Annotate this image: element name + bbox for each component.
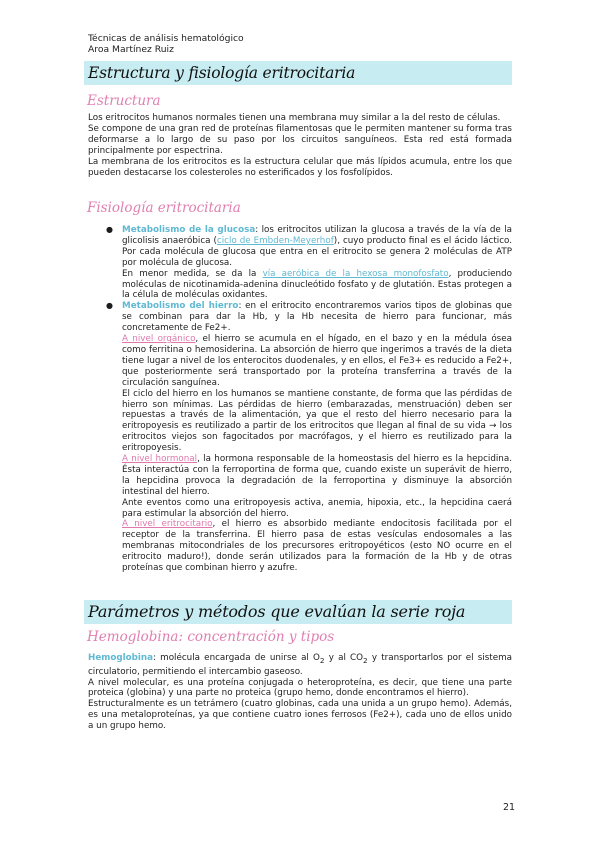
subheading-fisiologia: Fisiología eritrocitaria: [87, 200, 241, 216]
link-hexosa-monofosfato[interactable]: vía aeróbica de la hexosa monofosfato: [262, 268, 449, 279]
link-nivel-eritrocitario[interactable]: A nivel eritrocitario: [122, 519, 213, 530]
subheading-hemoglobina: Hemoglobina: concentración y tipos: [87, 629, 335, 645]
fisiologia-bullet-list: [106, 225, 512, 574]
estructura-text: [88, 113, 512, 178]
list-item: ● Metabolismo de la glucosa: los eritrocitos utilizan la glucosa a través de la vía de la glicolisis anaeróbica (ciclo de Embden-Meyerhof), cuyo producto final es el ácido láctico. Por cada molécula de glucosa que entra en el eritrocito se genera 2 moléculas de ATP por molécula de glucosa. En menor medida, se da la vía aeróbica de la hexosa monofosfato, produciendo moléculas de nicotinamida-adenina dinucleótido fosfato y de glutatión. Estas protegen a la célula de moléculas oxidantes.: [106, 225, 512, 301]
section-title-banner: Parámetros y métodos que evalúan la serie roja: [84, 600, 512, 624]
paragraph: Se compone de una gran red de proteínas filamentosas que le permiten mantener su forma tras deformarse a lo largo de su paso por los circuitos sanguíneos. Esta red está formada principalmente por espectrina.: [88, 123, 512, 156]
term-highlight: Metabolismo de la glucosa: [122, 225, 256, 235]
page-number: 21: [503, 802, 516, 813]
section-title-banner: Estructura y fisiología eritrocitaria: [84, 61, 512, 85]
term-highlight: Hemoglobina: [88, 653, 154, 663]
subheading-estructura: Estructura: [87, 93, 161, 109]
paragraph: A nivel molecular, es una proteína conjugada o heteroproteína, es decir, que tiene una parte proteica (globina) y una parte no proteica (grupo hemo, donde encontramos el hierro).: [88, 677, 512, 699]
link-embden-meyerhof[interactable]: ciclo de Embden-Meyerhof: [216, 235, 334, 246]
paragraph: Estructuralmente es un tetrámero (cuatro globinas, cada una unida a un grupo hemo). Además, es una metaloproteínas, ya que contiene cuatro iones ferrosos (Fe2+), cada uno de ellos unido a un grupo hemo.: [88, 699, 512, 732]
page-header: [88, 33, 244, 55]
link-nivel-organico[interactable]: A nivel orgánico: [122, 334, 196, 345]
bullet-icon: ●: [106, 225, 113, 234]
paragraph: La membrana de los eritrocitos es la estructura celular que más lípidos acumula, entre los que pueden destacarse los colesteroles no esterificados y los fosfolípidos.: [88, 156, 512, 178]
link-nivel-hormonal[interactable]: A nivel hormonal: [122, 454, 198, 465]
paragraph: Los eritrocitos humanos normales tienen una membrana muy similar a la del resto de células.: [88, 113, 501, 123]
course-title: Técnicas de análisis hematológico: [88, 33, 244, 44]
list-item: ● Metabolismo del hierro: en el eritrocito encontraremos varios tipos de globinas que se combinan para dar la Hb, y la Hb necesita de hierro para funcionar, más concretamente de Fe2+. A nivel orgánico, el hierro se acumula en el hígado, en el bazo y en la médula ósea como ferritina o hemosiderina. La absorción de hierro que ingerimos a través de la dieta tiene lugar a nivel de los enterocitos duodenales, y en ellos, el Fe3+ es reducido a Fe2+, que posteriormente será transportado por la proteína transferrina a través de la circulación sanguínea. El ciclo del hierro en los humanos se mantiene constante, de forma que las pérdidas de hierro son mínimas. Las pérdidas de hierro (embarazadas, menstruación) deben ser repuestas a través de la alimentación, ya que el resto del hierro necesario para la eritropoyesis es reutilizado a partir de los eritrocitos que llegan al final de su vida → los eritrocitos viejos son fagocitados por macrófagos, y el hierro es reutilizado para la eritropoyesis. A nivel hormonal, la hormona responsable de la homeostasis del hierro es la hepcidina. Ésta interactúa con la ferroportina de forma que, cuando existe un superávit de hierro, la hepcidina provoca la degradación de la ferroportina y disminuye la absorción intestinal del hierro. Ante eventos como una eritropoyesis activa, anemia, hipoxia, etc., la hepcidina caerá para estimular la absorción del hierro. A nivel eritrocitario, el hierro es absorbido mediante endocitosis facilitada por el receptor de la transferrina. El hierro pasa de estas vesículas endosomales a las membranas mitocondriales de los precursores eritropoyéticos (esto NO ocurre en el eritrocito maduro!), donde serán utilizados para la formación de la Hb y de otras proteínas que combinan hierro y azufre.: [106, 301, 513, 574]
term-highlight: Metabolismo del hierro: [122, 301, 239, 312]
bullet-icon: ●: [106, 301, 113, 311]
author-name: Aroa Martínez Ruiz: [88, 44, 174, 55]
hemoglobina-text: Hemoglobina: molécula encargada de unirse al $O_2$ y al $CO_2$ y transportarlos por el sistema circulatorio, permitiendo el intercambio gaseoso. A nivel molecular, es una proteína conjugada o heteroproteína, es decir, que tiene una parte proteica (globina) y una parte no proteica (grupo hemo, donde encontramos el hierro). Estructuralmente es un tetrámero (cuatro globinas, cada una unida a un grupo hemo). Además, es una metaloproteínas, ya que contiene cuatro iones ferrosos (Fe2+), cada uno de ellos unido a un grupo hemo.: [88, 653, 513, 732]
